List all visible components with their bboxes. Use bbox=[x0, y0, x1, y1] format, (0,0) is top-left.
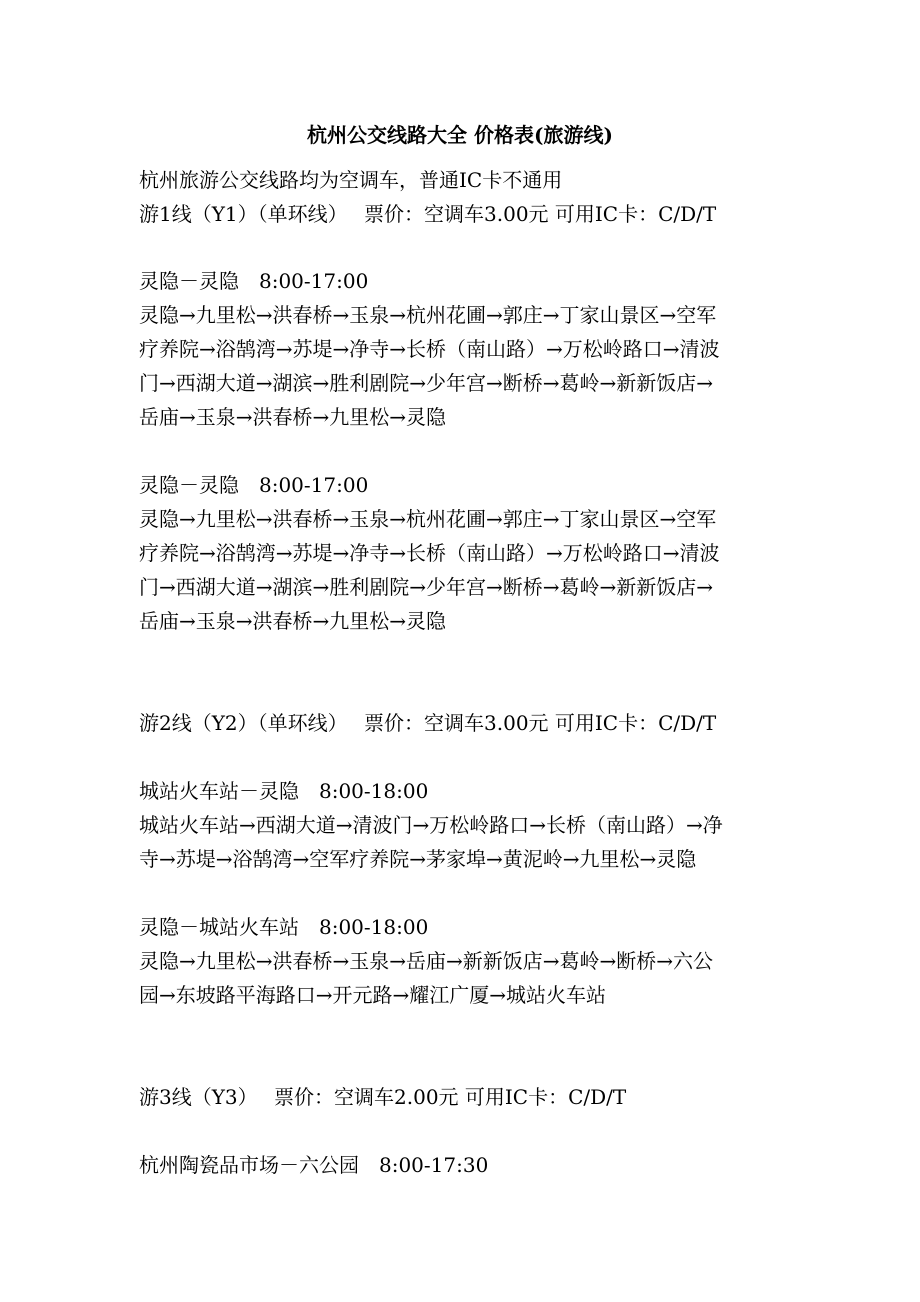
segment-heading: 灵隐－灵隐 8:00-17:00 bbox=[139, 473, 369, 497]
segment-heading: 灵隐－城站火车站 8:00-18:00 bbox=[139, 915, 429, 939]
stops-line: 园→东坡路平海路口→开元路→耀江广厦→城站火车站 bbox=[139, 983, 607, 1007]
stops-line: 门→西湖大道→湖滨→胜利剧院→少年宫→断桥→葛岭→新新饭店→ bbox=[139, 575, 714, 599]
stops-line: 岳庙→玉泉→洪春桥→九里松→灵隐 bbox=[139, 405, 447, 429]
intro-text: 杭州旅游公交线路均为空调车，普通IC卡不通用 bbox=[139, 168, 563, 192]
stops-line: 疗养院→浴鹄湾→苏堤→净寺→长桥（南山路）→万松岭路口→清波 bbox=[139, 541, 720, 565]
segment-heading: 灵隐－灵隐 8:00-17:00 bbox=[139, 269, 369, 293]
stops-line: 岳庙→玉泉→洪春桥→九里松→灵隐 bbox=[139, 609, 447, 633]
page-title: 杭州公交线路大全 价格表(旅游线) bbox=[307, 123, 613, 147]
route-header-y2: 游2线（Y2）（单环线） 票价：空调车3.00元 可用IC卡：C/D/T bbox=[139, 711, 717, 735]
stops-line: 灵隐→九里松→洪春桥→玉泉→杭州花圃→郭庄→丁家山景区→空军 bbox=[139, 507, 717, 531]
segment-heading: 杭州陶瓷品市场－六公园 8:00-17:30 bbox=[139, 1153, 489, 1177]
stops-line: 门→西湖大道→湖滨→胜利剧院→少年宫→断桥→葛岭→新新饭店→ bbox=[139, 371, 714, 395]
route-header-y1: 游1线（Y1）（单环线） 票价：空调车3.00元 可用IC卡：C/D/T bbox=[139, 202, 717, 226]
segment-heading: 城站火车站－灵隐 8:00-18:00 bbox=[139, 779, 429, 803]
stops-line: 灵隐→九里松→洪春桥→玉泉→杭州花圃→郭庄→丁家山景区→空军 bbox=[139, 303, 717, 327]
stops-line: 疗养院→浴鹄湾→苏堤→净寺→长桥（南山路）→万松岭路口→清波 bbox=[139, 337, 720, 361]
stops-line: 寺→苏堤→浴鹄湾→空军疗养院→茅家埠→黄泥岭→九里松→灵隐 bbox=[139, 847, 697, 871]
stops-line: 城站火车站→西湖大道→清波门→万松岭路口→长桥（南山路）→净 bbox=[139, 813, 723, 837]
route-header-y3: 游3线（Y3） 票价：空调车2.00元 可用IC卡：C/D/T bbox=[139, 1085, 627, 1109]
stops-line: 灵隐→九里松→洪春桥→玉泉→岳庙→新新饭店→葛岭→断桥→六公 bbox=[139, 949, 714, 973]
